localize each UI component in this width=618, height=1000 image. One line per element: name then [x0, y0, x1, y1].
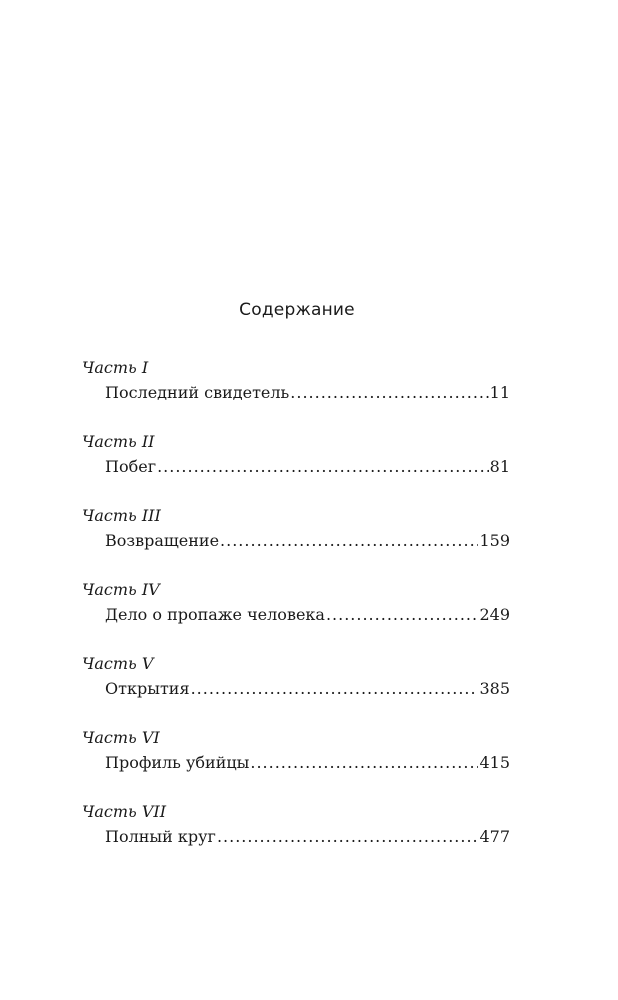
toc-part: [82, 727, 510, 801]
page-number: 159: [479, 531, 510, 550]
toc-part: [82, 505, 510, 579]
part-label: Часть VII: [82, 802, 167, 821]
page-number: 11: [489, 383, 510, 402]
toc-part: [82, 801, 510, 875]
dot-leader: [290, 382, 488, 404]
part-label: Часть I: [82, 358, 149, 377]
entry-title: Последний свидетель: [105, 383, 290, 402]
part-label: Часть IV: [82, 580, 160, 599]
toc-part: [82, 357, 510, 431]
page-number: 81: [489, 457, 510, 476]
part-label: Часть II: [82, 432, 155, 451]
dot-leader: [217, 826, 479, 848]
dot-leader: [326, 604, 479, 626]
toc-entry: [82, 752, 510, 774]
dot-leader: [157, 456, 489, 478]
page-number: 249: [479, 605, 510, 624]
entry-title: Полный круг: [105, 827, 216, 846]
toc-entry: [82, 382, 510, 404]
toc-part: [82, 579, 510, 653]
toc-entry: [82, 530, 510, 552]
entry-title: Профиль убийцы: [105, 753, 250, 772]
dot-leader: [250, 752, 478, 774]
part-label: Часть III: [82, 506, 161, 525]
part-label: Часть V: [82, 654, 154, 673]
page-number: 415: [479, 753, 510, 772]
toc-entry: [82, 456, 510, 478]
part-label: Часть VI: [82, 728, 160, 747]
toc-entry: [82, 678, 510, 700]
toc-part: [82, 431, 510, 505]
page-title: Содержание: [239, 300, 355, 320]
entry-title: Возвращение: [105, 531, 220, 550]
toc-entry: [82, 604, 510, 626]
table-of-contents: [82, 357, 510, 875]
entry-title: Дело о пропаже человека: [105, 605, 325, 624]
toc-entry: [82, 826, 510, 848]
dot-leader: [220, 530, 478, 552]
entry-title: Открытия: [105, 679, 190, 698]
page-number: 385: [479, 679, 510, 698]
dot-leader: [191, 678, 479, 700]
entry-title: Побег: [105, 457, 157, 476]
toc-part: [82, 653, 510, 727]
page-number: 477: [479, 827, 510, 846]
